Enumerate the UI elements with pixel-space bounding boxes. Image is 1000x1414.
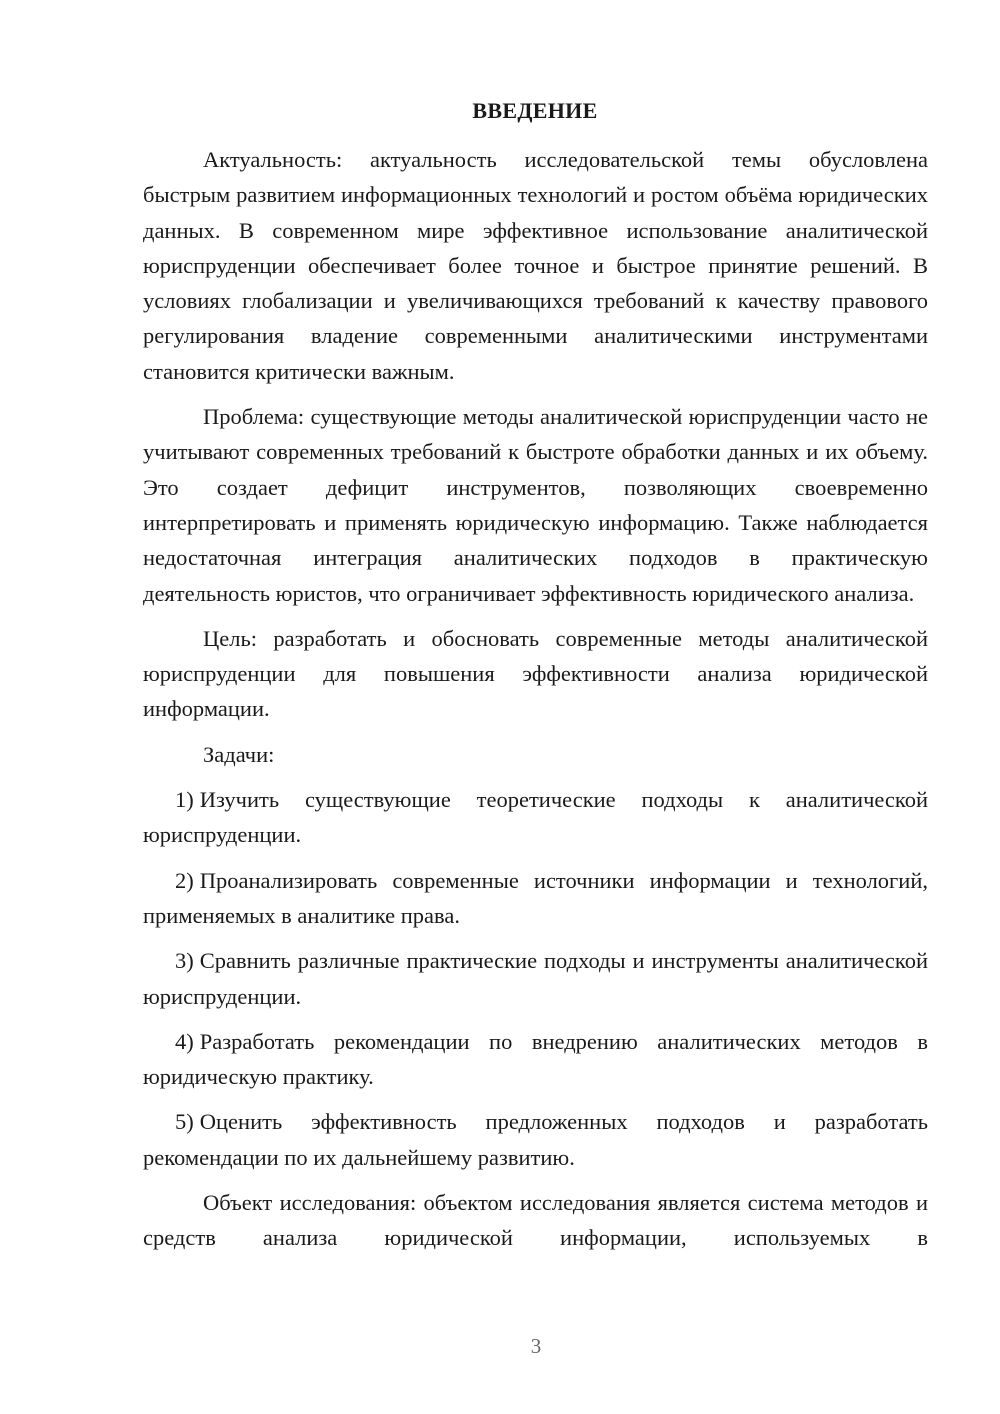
task-number: 5) bbox=[175, 1109, 194, 1135]
task-item bbox=[143, 782, 928, 853]
task-number: 2) bbox=[175, 867, 194, 893]
task-item bbox=[143, 1024, 928, 1095]
task-text: Разработать рекомендации по внедрению аналитических методов в юридическую практику. bbox=[143, 1028, 928, 1090]
task-text: Сравнить различные практические подходы и инструменты аналитической юриспруденции. bbox=[143, 948, 928, 1009]
section-heading: ВВЕДЕНИЕ bbox=[472, 98, 598, 123]
task-item bbox=[143, 863, 928, 934]
goal-paragraph: Цель: разработать и обосновать современные методы аналитической юриспруденции для повышения эффективности анализа юридической информации. bbox=[143, 625, 928, 722]
page-number: 3 bbox=[530, 1334, 542, 1358]
task-item bbox=[143, 943, 928, 1014]
task-number: 4) bbox=[175, 1028, 194, 1054]
tasks-label: Задачи: bbox=[203, 741, 275, 767]
task-number: 3) bbox=[175, 948, 194, 974]
problem-paragraph: Проблема: существующие методы аналитической юриспруденции часто не учитывают современных требований к быстроте обработки данных и их объему. Это создает дефицит инструментов, позволяющих своевременно интерпретировать и применять юридическую информацию. Также наблюдается недостаточная интеграция аналитических подходов в практическую деятельность юристов, что ограничивает эффективность юридического анализа. bbox=[143, 404, 928, 606]
task-number: 1) bbox=[175, 787, 194, 813]
task-text: Проанализировать современные источники информации и технологий, применяемых в аналитике права. bbox=[143, 867, 928, 928]
relevance-paragraph: Актуальность: актуальность исследовательской темы обусловлена быстрым развитием информационных технологий и ростом объёма юридических данных. В современном мире эффективное использование аналитической юриспруденции обеспечивает более точное и быстрое принятие решений. В условиях глобализации и увеличивающихся требований к качеству правового регулирования владение современными аналитическими инструментами становится критически важным. bbox=[143, 147, 928, 384]
task-text: Оценить эффективность предложенных подходов и разработать рекомендации по их дальнейшему развитию. bbox=[143, 1109, 928, 1170]
task-text: Изучить существующие теоретические подходы к аналитической юриспруденции. bbox=[143, 787, 928, 848]
task-item bbox=[143, 1104, 928, 1175]
object-paragraph: Объект исследования: объектом исследования является система методов и средств анализа юридической информации, используемых в bbox=[143, 1190, 928, 1251]
document-body bbox=[143, 142, 928, 1266]
